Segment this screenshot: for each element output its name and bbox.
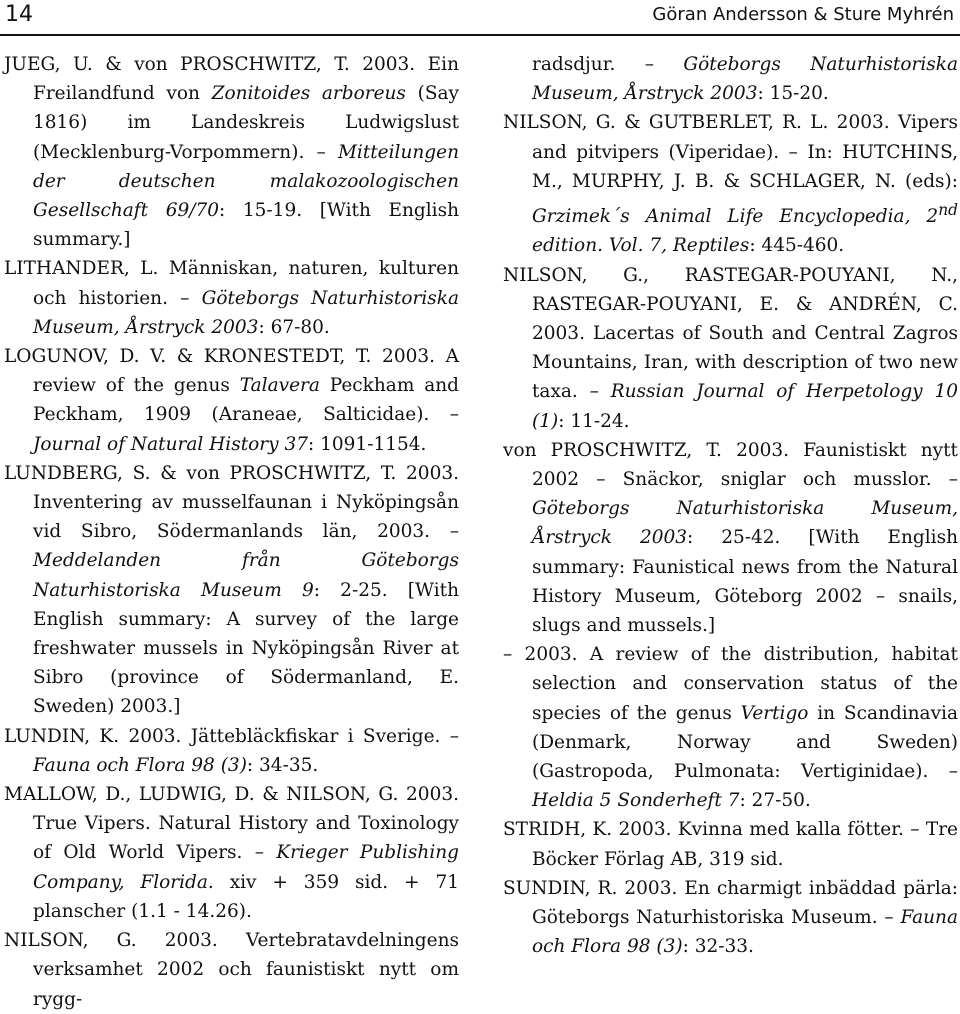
reference-entry: NILSON, G., RASTEGAR-POUYANI, N., RASTEGAR-POUYANI, E. & ANDRÉN, C. 2003. Lacertas of South and Central Zagros Mountains, Iran, with description of two new taxa. – Russian Journal of Herpetology 10 (1): 11-24.: [503, 264, 958, 432]
left-column: [4, 50, 459, 1014]
reference-entry: MALLOW, D., LUDWIG, D. & NILSON, G. 2003. True Vipers. Natural History and Toxinology of Old World Vipers. – Krieger Publishing Company, Florida. xiv + 359 sid. + 71 planscher (1.1 - 14.26).: [4, 784, 459, 922]
reference-entry: von PROSCHWITZ, T. 2003. Faunistiskt nytt 2002 – Snäckor, sniglar och musslor. – Göteborgs Naturhistoriska Museum, Årstryck 2003: 25-42. [With English summary: Faunistical news from the Natural History Museum, Göteborg 2002 – snails, slugs and mussels.]: [503, 439, 958, 637]
reference-entry: SUNDIN, R. 2003. En charmigt inbäddad pärla: Göteborgs Naturhistoriska Museum. – Fauna och Flora 98 (3): 32-33.: [503, 877, 958, 958]
header-rule: [0, 34, 960, 36]
reference-entry-continued: radsdjur. – Göteborgs Naturhistoriska Museum, Årstryck 2003: 15-20.: [532, 54, 958, 105]
reference-entry: LITHANDER, L. Människan, naturen, kulturen och historien. – Göteborgs Naturhistoriska Museum, Årstryck 2003: 67-80.: [4, 258, 459, 338]
page-header: [0, 0, 960, 34]
page-number: 14: [5, 2, 33, 27]
reference-entry: JUEG, U. & von PROSCHWITZ, T. 2003. Ein Freilandfund von Zonitoides arboreus (Say 1816) im Landeskreis Ludwigslust (Mecklenburg-Vorpommern). – Mitteilungen der deutschen malakozoologischen Gesellschaft 69/70: 15-19. [With English summary.]: [4, 54, 460, 251]
reference-entry: – 2003. A review of the distribution, habitat selection and conservation status of the species of the genus Vertigo in Scandinavia (Denmark, Norway and Sweden) (Gastropoda, Pulmonata: Vertiginidae). – Heldia 5 Sonderheft 7: 27-50.: [503, 644, 958, 812]
right-column: [503, 50, 958, 961]
reference-entry: NILSON, G. & GUTBERLET, R. L. 2003. Vipers and pitvipers (Viperidae). – In: HUTCHINS, M., MURPHY, J. B. & SCHLAGER, N. (eds): Grzimek´s Animal Life Encyclopedia, 2nd edition. Vol. 7, Reptiles: 445-460.: [503, 112, 958, 257]
reference-entry: NILSON, G. 2003. Vertebratavdelningens verksamhet 2002 och faunistiskt nytt om rygg-: [4, 930, 459, 1010]
reference-entry: STRIDH, K. 2003. Kvinna med kalla fötter. – Tre Böcker Förlag AB, 319 sid.: [503, 819, 958, 870]
reference-entry: LUNDIN, K. 2003. Jättebläckfiskar i Sverige. – Fauna och Flora 98 (3): 34-35.: [4, 725, 459, 776]
reference-entry: LUNDBERG, S. & von PROSCHWITZ, T. 2003. Inventering av musselfaunan i Nyköpingsån vid Sibro, Södermanlands län, 2003. – Meddelanden från Göteborgs Naturhistoriska Museum 9: 2-25. [With English summary: A survey of the large freshwater mussels in Nyköpingsån River at Sibro (province of Södermanland, E. Sweden) 2003.]: [4, 462, 459, 718]
reference-entry: LOGUNOV, D. V. & KRONESTEDT, T. 2003. A review of the genus Talavera Peckham and Peckham, 1909 (Araneae, Salticidae). – Journal of Natural History 37: 1091-1154.: [4, 346, 459, 455]
running-head: Göran Andersson & Sture Myhrén: [652, 4, 954, 25]
